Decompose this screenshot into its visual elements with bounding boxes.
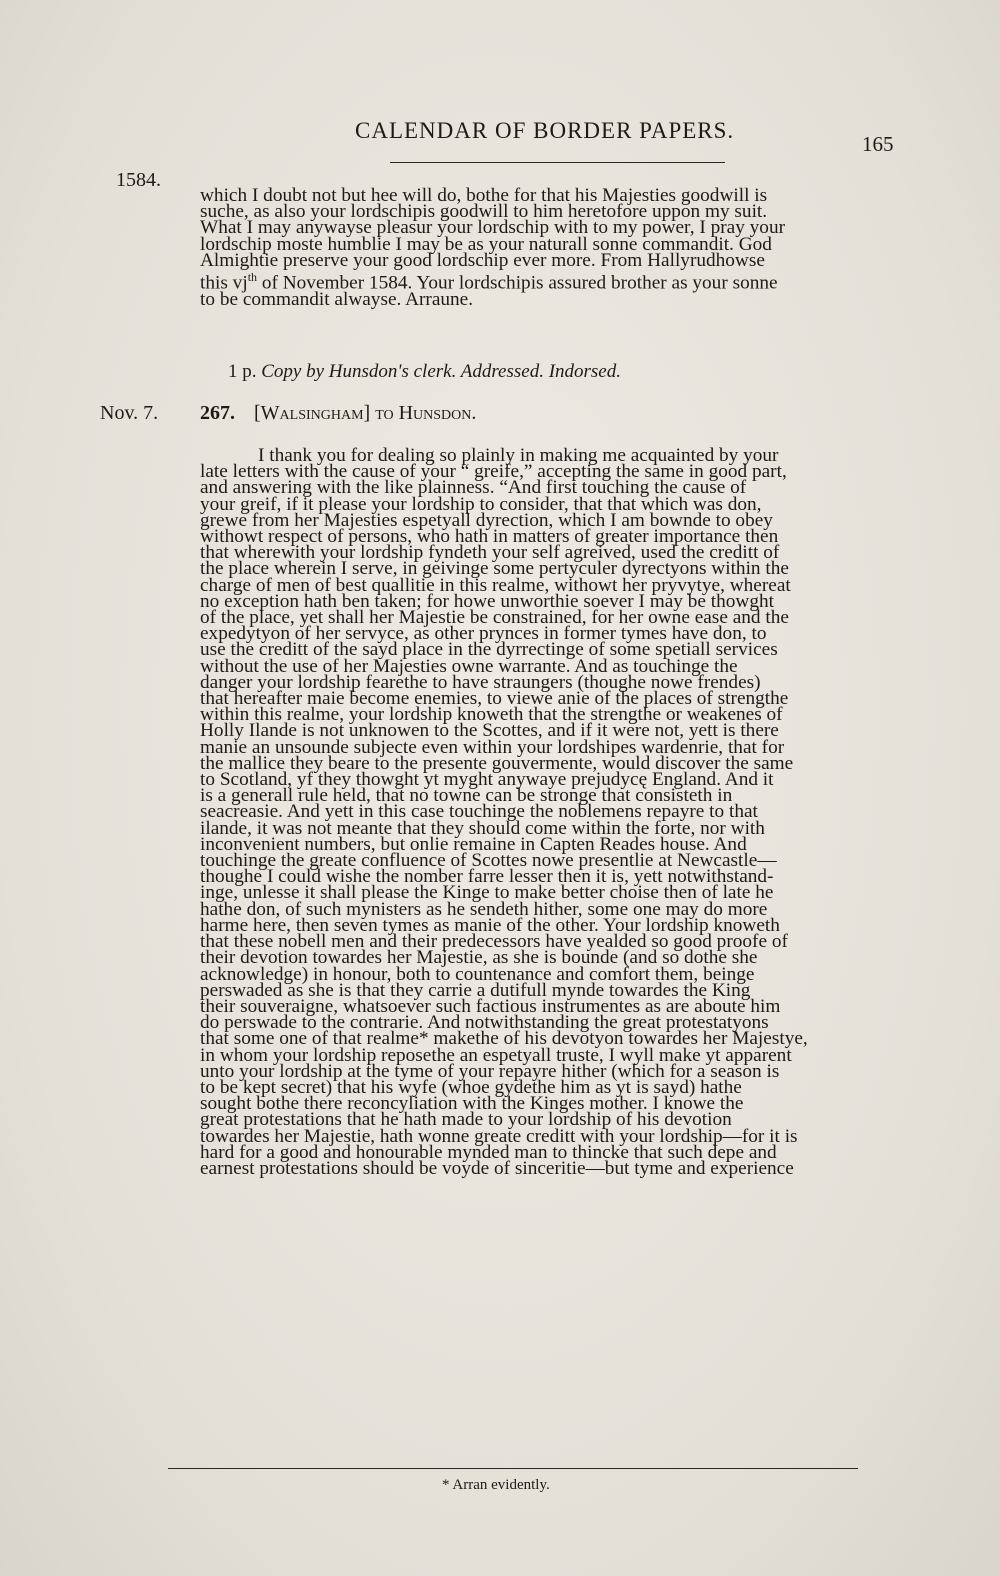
text-line: towardes her Majestie, hath wonne greate creditt with your lordship—for it is: [200, 1125, 798, 1147]
text-line: touchinge the greate confluence of Scottes nowe presentlie at Newcastle—: [200, 850, 777, 872]
text-line: withowt respect of persons, who hath in matters of greater importance then: [200, 526, 779, 548]
text-line: use the creditt of the sayd place in the dyrrectinge of some spetiall services: [200, 639, 778, 661]
text-line: earnest protestations should be voyde of sinceritie—but tyme and experience: [200, 1157, 794, 1179]
text-line: acknowledge) in honour, both to countenance and comfort them, beinge: [200, 963, 755, 985]
text-line: manie an unsounde subjecte even within your lordshipes wardenrie, that for: [200, 736, 785, 758]
text-line: is a generall rule held, that no towne can be stronge that consisteth in: [200, 785, 733, 807]
text-line: grewe from her Majesties espetyall dyrection, which I am bownde to obey: [200, 509, 773, 531]
text-line: no exception hath ben taken; for howe unworthie soever I may be thowght: [200, 590, 774, 612]
text-line: without the use of her Majesties owne warrante. And as touchinge the: [200, 655, 738, 677]
text-line: hard for a good and honourable mynded man to thincke that such depe and: [200, 1141, 777, 1163]
text-line: seacreasie. And yett in this case touchinge the noblemens repayre to that: [200, 801, 758, 823]
text-line: inge, unlesse it shall please the Kinge to make better choise then of late he: [200, 882, 774, 904]
text-line: that some one of that realme* makethe of his devotyon towardes her Majestye,: [200, 1028, 808, 1050]
text-line: that these nobell men and their predecessors have yealded so good proofe of: [200, 931, 788, 953]
page-number: 165: [862, 132, 894, 156]
source-description: Copy by Hunsdon's clerk. Addressed. Indorsed.: [261, 361, 621, 382]
letter-continuation: [200, 185, 900, 310]
footnote: * Arran evidently.: [442, 1477, 550, 1493]
text-line: and answering with the like plainness. “And first touching the cause of: [200, 477, 747, 499]
header-rule: [390, 162, 725, 163]
text-line: charge of men of best quallitie in this realme, withowt her pryvytye, whereat: [200, 574, 791, 596]
entry-body: [200, 445, 900, 1179]
entry-heading: [200, 402, 476, 425]
footnote-rule: [168, 1468, 858, 1469]
text-line: suche, as also your lordschipis goodwill to him heretofore uppon my suit.: [200, 201, 768, 223]
text-line: harme here, then seven tymes as manie of the other. Your lordship knoweth: [200, 914, 780, 936]
text-line: in whom your lordship reposethe an espetyall truste, I wyll make yt apparent: [200, 1044, 792, 1066]
source-pages: 1 p.: [228, 361, 257, 382]
text-line: lordschip moste humblie I may be as your naturall sonne commandit. God: [200, 233, 772, 255]
margin-year: 1584.: [116, 169, 161, 191]
text-line: inconvenient numbers, but onlie remaine in Capten Reades house. And: [200, 833, 747, 855]
text-line: their devotion towardes her Majestie, as she is bounde (and so dothe she: [200, 947, 758, 969]
text-line: expedytyon of her servyce, as other prynces in former tymes have don, to: [200, 623, 767, 645]
text-line: great protestations that he hath made to your lordship of his devotion: [200, 1109, 732, 1131]
text-line: sought bothe there reconcyliation with the Kinges mother. I knowe the: [200, 1093, 744, 1115]
text-line: unto your lordship at the tyme of your repayre hither (which for a season is: [200, 1060, 780, 1082]
source-note: [228, 361, 621, 383]
text-line: perswaded as she is that they carrie a dutifull mynde towardes the King: [200, 979, 751, 1001]
text-line: Holly Ilande is not unknowen to the Scottes, and if it were not, yett is there: [200, 720, 779, 742]
text-line: to be commandit alwayse. Arraune.: [200, 288, 474, 310]
entry-number: 267.: [200, 402, 235, 424]
entry-date: Nov. 7.: [100, 402, 159, 424]
text-line: to Scotland, yf they thowght yt myght anywaye prejudycę England. And it: [200, 769, 774, 791]
text-line: this $vj^{th}$ of November 1584. Your lordschipis assured brother as your sonne: [200, 270, 778, 294]
text-line: ilande, it was not meante that they should come within the forte, nor with: [200, 817, 765, 839]
text-line: thoughe I could wishe the nomber farre lesser then it is, yett notwithstand-: [200, 866, 774, 888]
text-line: do perswade to the contrarie. And notwithstanding the great protestatyons: [200, 1012, 769, 1034]
text-line: the place wherein I serve, in geivinge some pertyculer dyrectyons within the: [200, 558, 789, 580]
text-line: within this realme, your lordship knoweth that the strengthe or weakenes of: [200, 704, 783, 726]
text-line: the mallice they beare to the presente gouvermente, would discover the same: [200, 752, 794, 774]
running-title: CALENDAR OF BORDER PAPERS.: [355, 118, 735, 143]
text-line: hathe don, of such mynisters as he sendeth hither, some one may do more: [200, 898, 768, 920]
text-line: that wherewith your lordship fyndeth your self agreived, used the creditt of: [200, 542, 780, 564]
text-line: Almightie preserve your good lordschip ever more. From Hallyrudhowse: [200, 249, 765, 271]
text-line: of the place, yet shall her Majestie be constrained, for her owne ease and the: [200, 607, 789, 629]
text-line: their souveraigne, whatsoever such factious instrumentes as are aboute him: [200, 995, 781, 1017]
text-line: danger your lordship fearethe to have straungers (thoughe nowe frendes): [200, 671, 761, 693]
text-line: your greif, if it please your lordship to consider, that that which was don,: [200, 493, 762, 515]
text-line: that hereafter maie become enemies, to viewe anie of the places of strengthe: [200, 688, 789, 710]
text-line: late letters with the cause of your “ greife,” accepting the same in good part,: [200, 461, 787, 483]
text-line: to be kept secret) that his wyfe (whoe gydethe him as yt is sayd) hathe: [200, 1076, 742, 1098]
entry-title: [Walsingham] to Hunsdon.: [254, 402, 477, 424]
text-line: What I may anywayse pleasur your lordschip with to my power, I pray your: [200, 217, 786, 239]
text-line: which I doubt not but hee will do, bothe for that his Majesties goodwill is: [200, 185, 768, 206]
text-line: I thank you for dealing so plainly in making me acquainted by your: [258, 445, 779, 466]
